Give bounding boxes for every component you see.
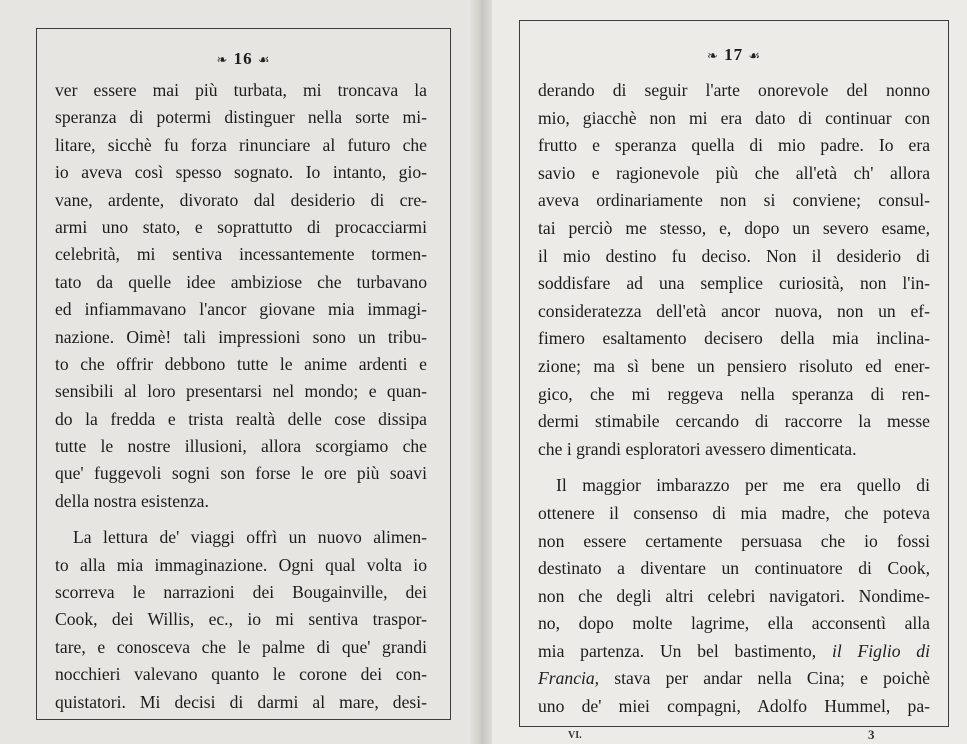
book-gutter	[470, 0, 492, 744]
signature-number: 3	[868, 727, 875, 742]
text-line: consideratezza dell'età ancor nuova, non un ef-	[538, 300, 930, 321]
text-line: to alla mia immaginazione. Ogni qual volta io	[55, 554, 427, 575]
text-line: litare, sicchè fu forza rinunciare al futuro che	[55, 134, 427, 155]
ornament-left-icon: ❧	[216, 52, 229, 67]
text-line: uno de' miei compagni, Adolfo Hummel, pa-	[538, 696, 930, 717]
text-line: frutto e speranza quella di mio padre. Io era	[538, 135, 930, 156]
text-line: derando di seguir l'arte onorevole del nonno	[538, 80, 930, 100]
paragraph-gap	[55, 515, 427, 524]
left-page-number-text: 16	[233, 49, 253, 68]
text-line: tare, e conosceva che le palme di que' grandi	[55, 636, 427, 657]
signature-mark: VI.	[568, 730, 582, 741]
text-line: mia partenza. Un bel bastimento, il Figlio di	[538, 640, 930, 661]
text-line: La lettura de' viaggi offrì un nuovo alimen-	[73, 527, 427, 548]
text-line: soddisfare ad una semplice curiosità, non l'in-	[538, 273, 930, 294]
text-line: vane, ardente, divorato dal desiderio di cre-	[55, 189, 427, 210]
text-line: nazione. Oimè! tali impressioni sono un tribu-	[55, 326, 427, 347]
text-line: savio e ragionevole più che all'età ch' allora	[538, 162, 930, 183]
text-line: non che degli altri celebri navigatori. Nondime-	[538, 585, 930, 606]
text-line: destinato a diventare un continuatore di Cook,	[538, 558, 930, 579]
text-line: ed infiammavano l'ancor giovane mia immagi-	[55, 299, 427, 320]
text-line: aveva ordinariamente non si conviene; consul-	[538, 190, 930, 211]
text-line: Francia, stava per andar nella Cina; e poichè	[538, 668, 930, 689]
right-page-number	[520, 45, 948, 65]
left-page-frame	[36, 28, 451, 720]
text-line: no, dopo molte lagrime, ella acconsentì alla	[538, 613, 930, 634]
text-line: tutte le nostre illusioni, allora scorgiamo che	[55, 436, 427, 457]
text-line: che i grandi esploratori avessero dimenticata.	[538, 438, 857, 459]
text-line: ottenere il consenso di mia madre, che poteva	[538, 502, 930, 523]
text-line: il mio destino fu deciso. Non il desiderio di	[538, 245, 930, 266]
ornament-left-icon: ❧	[706, 48, 719, 63]
text-line: non essere certamente persuasa che io fossi	[538, 530, 930, 551]
text-line: scorreva le narrazioni dei Bougainville, dei	[55, 582, 427, 603]
text-line: armi uno stato, e soprattutto di procacciarmi	[55, 216, 427, 237]
text-line: della nostra esistenza.	[55, 490, 209, 511]
ornament-right-icon: ☙	[748, 48, 762, 63]
text-line: nocchieri valevano quanto le corone dei con-	[55, 664, 427, 685]
text-line: Cook, dei Willis, ec., io mi sentiva traspor-	[55, 609, 427, 630]
left-page-number	[37, 49, 450, 69]
text-line: tato da quelle idee ambiziose che turbavano	[55, 271, 427, 292]
ornament-right-icon: ☙	[257, 52, 271, 67]
paragraph-gap	[538, 463, 930, 472]
text-line: mio, giacchè non mi era dato di continuar con	[538, 107, 930, 128]
text-line: to che offrir debbono tutte le anime ardenti e	[55, 353, 427, 374]
right-page-number-text: 17	[724, 45, 744, 64]
text-line: zione; ma sì bene un pensiero risoluto ed ener-	[538, 355, 930, 376]
right-page-text	[538, 77, 930, 721]
left-page-text	[55, 77, 427, 716]
text-line: sensibili al loro presentarsi nel mondo; e quan-	[55, 381, 427, 402]
text-line: quistatori. Mi decisi di darmi al mare, desi-	[55, 691, 427, 712]
text-line: Il maggior imbarazzo per me era quello di	[556, 475, 930, 496]
text-line: speranza di potermi distinguer nella sorte mi-	[55, 107, 427, 128]
text-line: ver essere mai più turbata, mi troncava la	[55, 80, 427, 100]
text-line: dermi stimabile cercando di raccorre la messe	[538, 411, 930, 432]
text-line: do la fredda e trista realtà delle cose dissipa	[55, 408, 427, 429]
text-line: gico, che mi reggeva nella speranza di ren-	[538, 383, 930, 404]
text-line: que' fuggevoli sogni son forse le ore più soavi	[55, 463, 427, 484]
text-line: fimero esaltamento decisero della mia inclina-	[538, 328, 930, 349]
text-line: tai perciò me stesso, e, dopo un severo esame,	[538, 217, 930, 238]
text-line: io aveva così spesso sognato. Io intanto, gio-	[55, 162, 427, 183]
right-page-frame	[519, 20, 949, 727]
text-line: celebrità, mi sentiva incessantemente tormen-	[55, 244, 427, 265]
